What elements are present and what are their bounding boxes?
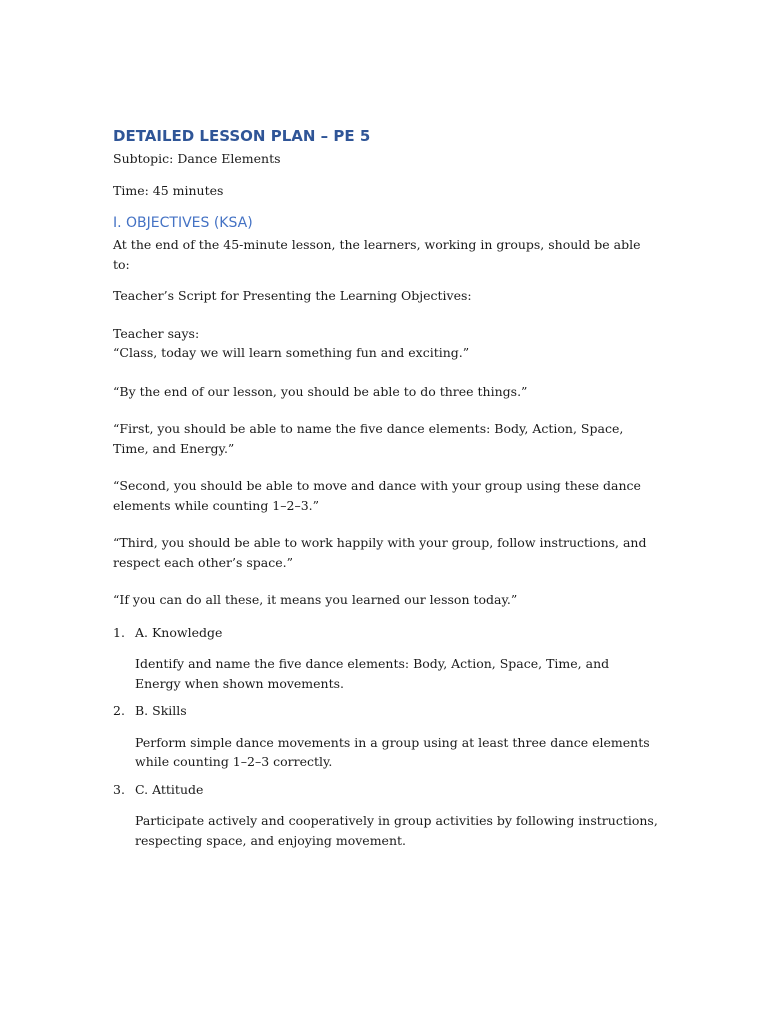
script-line: “Second, you should be able to move and dance with your group using these dance elements while counting 1–2–3.”	[113, 478, 641, 513]
script-heading: Teacher’s Script for Presenting the Learning Objectives:	[113, 288, 472, 303]
objectives-heading: I. OBJECTIVES (KSA)	[113, 215, 253, 231]
script-line: “By the end of our lesson, you should be able to do three things.”	[113, 383, 528, 399]
list-number: 1.	[113, 624, 125, 640]
script-line: “If you can do all these, it means you learned our lesson today.”	[113, 592, 518, 607]
list-number: 3.	[113, 781, 125, 797]
objective-label: C. Attitude	[135, 781, 204, 797]
objective-description: Perform simple dance movements in a group using at least three dance elements while counting 1–2–3 correctly.	[135, 734, 650, 769]
subtopic-line: Subtopic: Dance Elements	[113, 151, 281, 166]
document-body	[113, 126, 658, 850]
document-title: DETAILED LESSON PLAN – PE 5	[113, 127, 371, 145]
objectives-intro: At the end of the 45-minute lesson, the learners, working in groups, should be able to:	[113, 237, 641, 272]
objectives-list	[113, 623, 658, 851]
objective-label: B. Skills	[135, 703, 187, 718]
objective-label: A. Knowledge	[135, 624, 223, 640]
teacher-says-label: Teacher says:	[113, 325, 200, 341]
list-item	[113, 623, 658, 694]
list-number: 2.	[113, 703, 125, 718]
list-item	[113, 701, 658, 772]
time-line: Time: 45 minutes	[113, 182, 224, 198]
objective-description: Identify and name the five dance elements: Body, Action, Space, Time, and Energy when shown movements.	[135, 656, 610, 691]
list-item	[113, 780, 658, 851]
script-line: “Third, you should be able to work happily with your group, follow instructions, and respect each other’s space.”	[113, 535, 647, 570]
script-line: “Class, today we will learn something fun and exciting.”	[113, 345, 470, 360]
objective-description: Participate actively and cooperatively in group activities by following instructions, respecting space, and enjoying movement.	[135, 813, 658, 848]
script-line: “First, you should be able to name the five dance elements: Body, Action, Space, Time, and Energy.”	[113, 421, 624, 456]
